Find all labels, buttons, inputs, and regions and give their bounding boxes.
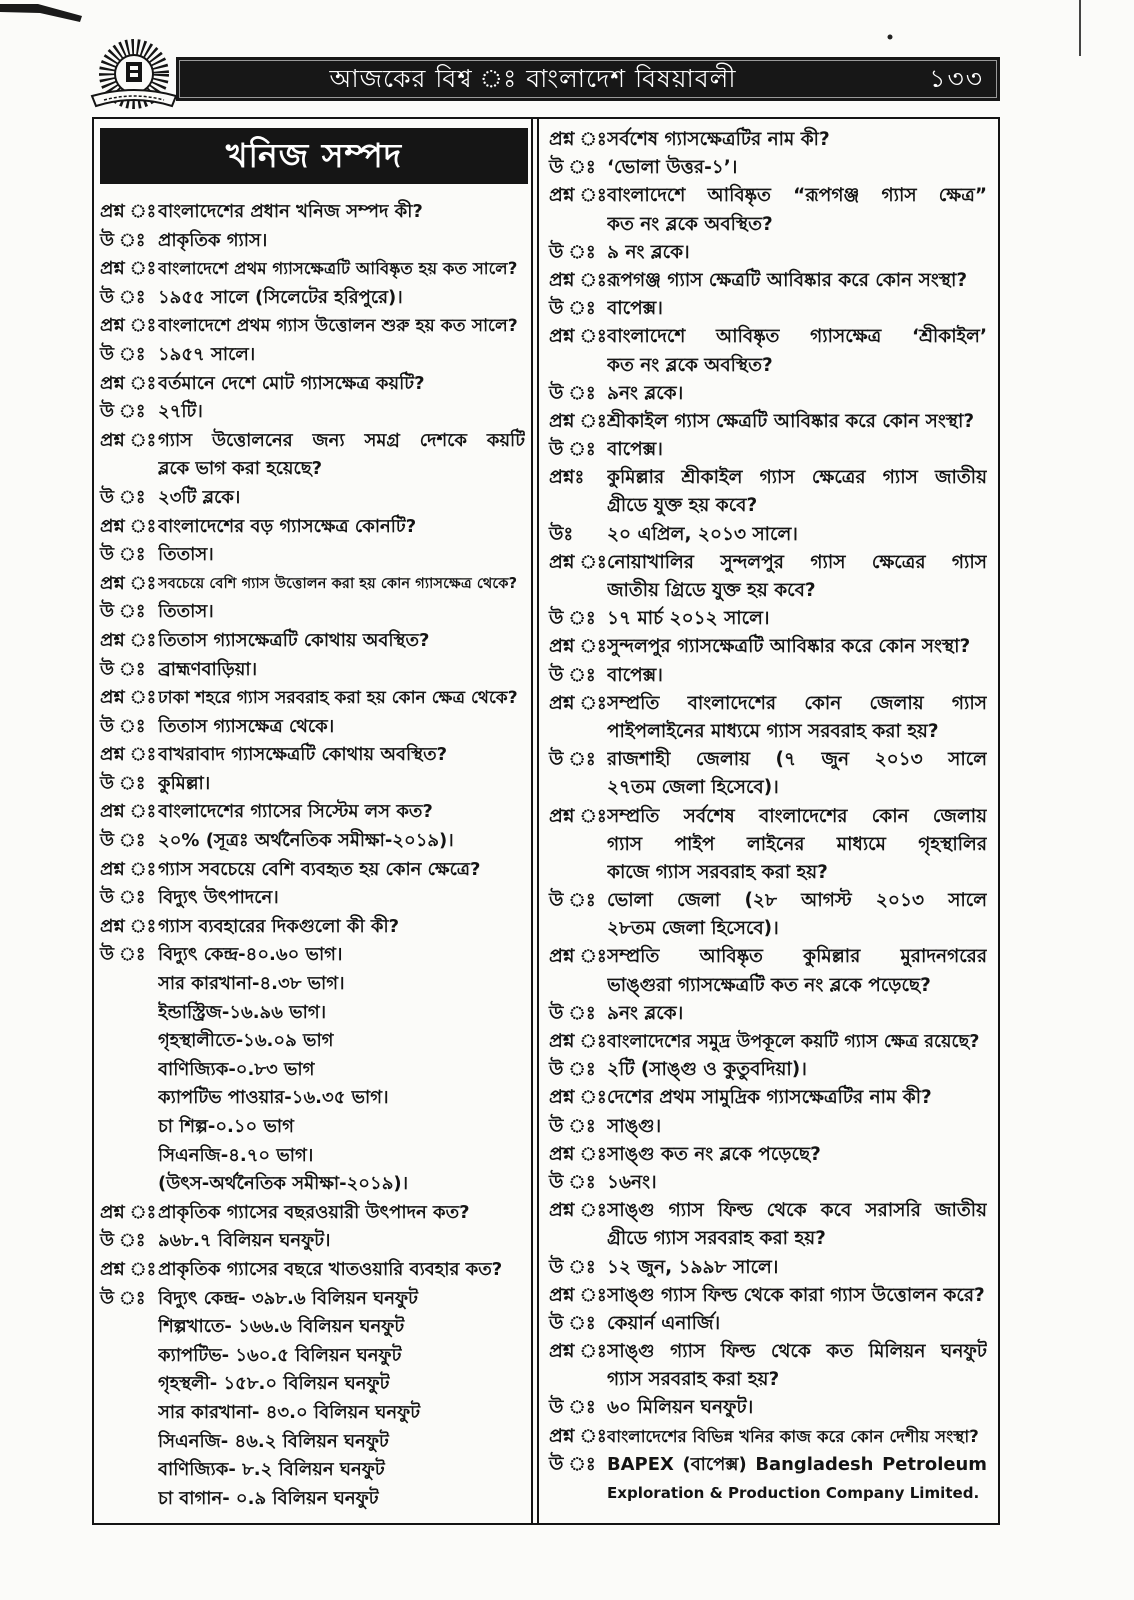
answer-text: বাপেক্স। [607, 298, 663, 320]
answer [549, 521, 987, 549]
answer-label: উ ঃ [100, 772, 146, 794]
answer-text: ১৭ মার্চ ২০১২ সালে। [607, 608, 770, 630]
question [100, 255, 525, 284]
answer-list-item: চা শিল্প-০.১০ ভাগ [158, 1116, 294, 1137]
question-text: বাংলাদেশের সমুদ্র উপকূলে কয়টি গ্যাস ক্ষেত্র রয়েছে? [607, 1032, 980, 1052]
question [549, 943, 987, 999]
answer-list-item: চা বাগান- ০.৯ বিলিয়ন ঘনফুট [158, 1487, 379, 1509]
question-text: কত নং ব্লকে অবস্থিত? [607, 354, 773, 376]
answer-label: উ ঃ [100, 1230, 146, 1252]
answer [100, 941, 525, 1198]
question-text: কাজে গ্যাস সরবরাহ করা হয়? [607, 861, 828, 883]
question-label: প্রশ্ন ঃ [549, 269, 607, 291]
answer [549, 887, 987, 943]
answer-list-item: গৃহস্থালীতে-১৬.০৯ ভাগ [158, 1030, 334, 1052]
question [100, 312, 525, 341]
question-text: বাখরাবাদ গ্যাসক্ষেত্রটি কোথায় অবস্থিত? [158, 744, 448, 766]
answer-label: উ ঃ [100, 486, 146, 508]
answer-label: উ ঃ [549, 1059, 596, 1081]
question [549, 408, 987, 436]
answer [549, 1310, 987, 1338]
question-label: প্রশ্ন ঃ [100, 515, 157, 537]
question-label: প্রশ্ন ঃ [100, 315, 157, 337]
question-label: প্রশ্নঃ [549, 467, 585, 489]
answer-list-item: সিএনজি-৪.৭০ ভাগ। [158, 1144, 314, 1166]
question [100, 1256, 525, 1285]
answer-list-item: বাণিজ্যিক- ৮.২ বিলিয়ন ঘনফুট [158, 1459, 385, 1481]
question-text: প্রাকৃতিক গ্যাসের বছরে খাতওয়ারি ব্যবহার কত? [158, 1258, 503, 1280]
question-text: বাংলাদেশে আবিষ্কৃত “রূপগঞ্জ গ্যাস ক্ষেত্র” [607, 185, 987, 207]
question-text: গ্রীডে যুক্ত হয় কবে? [607, 495, 758, 517]
answer-label: উ ঃ [549, 1397, 596, 1419]
question-label: প্রশ্ন ঃ [549, 805, 607, 827]
answer-label: উ ঃ [100, 658, 146, 680]
answer-text: বাপেক্স। [607, 439, 663, 461]
answer [549, 1113, 987, 1141]
question-label: প্রশ্ন ঃ [100, 372, 157, 394]
question-text: সাঙ্গু গ্যাস ফিল্ড থেকে কবে সরাসরি জাতীয় [607, 1200, 987, 1222]
question-text: গ্যাস সরবরাহ করা হয়? [607, 1369, 780, 1391]
question-label: প্রশ্ন ঃ [100, 572, 157, 594]
answer-text: সাঙ্গু। [607, 1115, 662, 1137]
answer-text: Exploration & Production Company Limited. [607, 1484, 980, 1502]
question-text: গ্যাস উত্তোলনের জন্য সমগ্র দেশকে কয়টি [158, 429, 525, 451]
answer [100, 227, 525, 256]
question-label: প্রশ্ন ঃ [549, 1284, 607, 1306]
answer [549, 380, 987, 408]
answer-list-item: ক্যাপটিভ- ১৬০.৫ বিলিয়ন ঘনফুট [158, 1344, 402, 1366]
question-label: প্রশ্ন ঃ [549, 185, 607, 207]
answer [549, 295, 987, 323]
column-divider [531, 117, 539, 1525]
question-text: ভাঙ্গুরা গ্যাসক্ষেত্রটি কত নং ব্লকে পড়েছে? [607, 974, 931, 996]
left-column [100, 198, 525, 1513]
question-text: সবচেয়ে বেশি গ্যাস উত্তোলন করা হয় কোন গ্যাসক্ষেত্র থেকে? [158, 574, 518, 592]
answer-list-item: (উৎস-অর্থনৈতিক সমীক্ষা-২০১৯)। [158, 1173, 409, 1195]
answer [549, 746, 987, 802]
question [549, 1028, 987, 1056]
answer [100, 398, 525, 427]
question-text: নোয়াখালির সুন্দলপুর গ্যাস ক্ষেত্রের গ্যাস [607, 551, 987, 573]
answer-label: উ ঃ [549, 241, 596, 263]
answer-label: উ ঃ [100, 830, 146, 852]
answer-text: ৯৬৮.৭ বিলিয়ন ঘনফুট। [158, 1230, 331, 1252]
answer-text: ৬০ মিলিয়ন ঘনফুট। [607, 1397, 754, 1419]
answer-text: ভোলা জেলা (২৮ আগস্ট ২০১৩ সালে [607, 890, 987, 912]
question-text: গ্যাস সবচেয়ে বেশি ব্যবহৃত হয় কোন ক্ষেত্রে? [158, 858, 481, 880]
question [549, 464, 987, 520]
answer [100, 284, 525, 313]
publisher-logo [86, 36, 182, 112]
answer-list-item: ক্যাপটিভ পাওয়ার-১৬.৩৫ ভাগ। [158, 1087, 389, 1109]
question-text: সম্প্রতি বাংলাদেশের কোন জেলায় গ্যাস [607, 692, 987, 714]
question-text: বাংলাদেশে প্রথম গ্যাসক্ষেত্রটি আবিষ্কৃত হয় কত সালে? [158, 259, 518, 279]
question-label: প্রশ্ন ঃ [549, 551, 607, 573]
question-label: প্রশ্ন ঃ [100, 858, 157, 880]
question-label: প্রশ্ন ঃ [100, 915, 157, 937]
answer-list-item: বাণিজ্যিক-০.৮৩ ভাগ [158, 1058, 315, 1080]
question [100, 741, 525, 770]
answer-text: ২৭টি। [158, 401, 203, 423]
question-label: প্রশ্ন ঃ [549, 1341, 607, 1363]
answer-list-item: বিদ্যুৎ কেন্দ্র- ৩৯৮.৬ বিলিয়ন ঘনফুট [158, 1287, 418, 1309]
answer-label: উ ঃ [549, 439, 596, 461]
answer-text: কেয়ার্ন এনার্জি। [607, 1312, 721, 1334]
answer-label: উ ঃ [549, 1312, 596, 1334]
question-label: প্রশ্ন ঃ [100, 201, 157, 222]
answer-text: তিতাস গ্যাসক্ষেত্র থেকে। [158, 715, 335, 737]
answer-text: ২০% (সূত্রঃ অর্থনৈতিক সমীক্ষা-২০১৯)। [158, 830, 454, 852]
question-label: প্রশ্ন ঃ [100, 258, 157, 280]
answer [100, 770, 525, 799]
answer [549, 1451, 987, 1507]
question-text: বাংলাদেশের গ্যাসের সিস্টেম লস কত? [158, 801, 433, 823]
answer-list-item: সিএনজি- ৪৬.২ বিলিয়ন ঘনফুট [158, 1430, 389, 1452]
answer-label: উ ঃ [549, 1453, 596, 1475]
question-text: ব্লকে ভাগ করা হয়েছে? [158, 458, 323, 480]
question-label: প্রশ্ন ঃ [549, 1425, 607, 1447]
answer-list-item: শিল্পখাতে- ১৬৬.৬ বিলিয়ন ঘনফুট [158, 1316, 405, 1338]
answer [549, 239, 987, 267]
answer [100, 484, 525, 513]
answer-text: তিতাস। [158, 601, 214, 623]
answer-label: উ ঃ [549, 664, 596, 686]
question-text: সম্প্রতি আবিষ্কৃত কুমিল্লার মুরাদনগরের [607, 946, 987, 968]
answer-label: উ ঃ [549, 608, 596, 630]
answer [100, 541, 525, 570]
question-text: তিতাস গ্যাসক্ষেত্রটি কোথায় অবস্থিত? [158, 629, 430, 651]
answer-label: উ ঃ [549, 890, 596, 912]
answer-label: উ ঃ [100, 229, 146, 251]
question-text: সম্প্রতি সর্বশেষ বাংলাদেশের কোন জেলায় [607, 805, 987, 827]
question [549, 126, 987, 154]
question-label: প্রশ্ন ঃ [549, 946, 607, 968]
question [100, 198, 525, 227]
question-text: বাংলাদেশের প্রধান খনিজ সম্পদ কী? [158, 201, 423, 222]
question [549, 323, 987, 379]
answer-list-item: ইন্ডাস্ট্রিজ-১৬.৯৬ ভাগ। [158, 1001, 327, 1023]
question [100, 798, 525, 827]
question-text: কত নং ব্লকে অবস্থিত? [607, 213, 773, 235]
answer-text: কুমিল্লা। [158, 772, 211, 794]
answer [549, 605, 987, 633]
running-header [176, 57, 1000, 101]
answer-label: উ ঃ [100, 715, 146, 737]
question-label: প্রশ্ন ঃ [549, 410, 607, 432]
answer-text: প্রাকৃতিক গ্যাস। [158, 229, 268, 251]
book-title: আজকের বিশ্ব ঃ বাংলাদেশ বিষয়াবলী [329, 64, 737, 93]
answer-label: উ ঃ [549, 1171, 596, 1193]
question-label: প্রশ্ন ঃ [549, 636, 607, 658]
question-text: বাংলাদেশে আবিষ্কৃত গ্যাসক্ষেত্র ‘শ্রীকাইল’ [607, 326, 987, 348]
answer-label: উ ঃ [549, 298, 596, 320]
question-text: রূপগঞ্জ গ্যাস ক্ষেত্রটি আবিষ্কার করে কোন সংস্থা? [607, 269, 968, 291]
answer [100, 656, 525, 685]
question-label: প্রশ্ন ঃ [100, 1201, 157, 1223]
question [549, 1282, 987, 1310]
answer-text: ৯নং ব্লকে। [607, 1002, 684, 1024]
answer-label: উ ঃ [100, 544, 146, 566]
answer-text: ২০ এপ্রিল, ২০১৩ সালে। [607, 523, 798, 545]
answer-label: উ ঃ [100, 343, 146, 365]
answer [100, 1227, 525, 1256]
answer-list-item: সার কারখানা- ৪৩.০ বিলিয়ন ঘনফুট [158, 1401, 421, 1423]
right-column [549, 126, 987, 1507]
question-text: শ্রীকাইল গ্যাস ক্ষেত্রটি আবিষ্কার করে কোন সংস্থা? [607, 410, 975, 432]
question-text: সুন্দলপুর গ্যাসক্ষেত্রটি আবিষ্কার করে কোন সংস্থা? [607, 636, 971, 658]
question-text: বর্তমানে দেশে মোট গ্যাসক্ষেত্র কয়টি? [158, 372, 425, 394]
answer-label: উ ঃ [100, 1287, 146, 1309]
question-text: সাঙ্গু কত নং ব্লকে পড়েছে? [607, 1143, 821, 1165]
question [100, 684, 525, 713]
question-text: বাংলাদেশে প্রথম গ্যাস উত্তোলন শুরু হয় কত সালে? [158, 316, 518, 337]
question-label: প্রশ্ন ঃ [100, 629, 157, 651]
question [549, 1423, 987, 1451]
answer [549, 1000, 987, 1028]
question [100, 370, 525, 399]
question-text: বাংলাদেশের বড় গ্যাসক্ষেত্র কোনটি? [158, 515, 417, 537]
answer-list-item: গৃহস্থলী- ১৫৮.০ বিলিয়ন ঘনফুট [158, 1373, 390, 1395]
question-text: সাঙ্গু গ্যাস ফিল্ড থেকে কারা গ্যাস উত্তোলন করে? [607, 1284, 985, 1306]
answer [100, 713, 525, 742]
question-text: বাংলাদেশের বিভিন্ন খনির কাজ করে কোন দেশীয় সংস্থা? [607, 1426, 979, 1446]
question [100, 427, 525, 484]
question-text: দেশের প্রথম সামুদ্রিক গ্যাসক্ষেত্রটির নাম কী? [607, 1087, 932, 1109]
answer [549, 436, 987, 464]
answer-text: ২৩টি ব্লকে। [158, 486, 241, 508]
question-label: প্রশ্ন ঃ [549, 1200, 607, 1222]
answer-text: ২টি (সাঙ্গু ও কুতুবদিয়া)। [607, 1059, 807, 1081]
answer [549, 1254, 987, 1282]
answer-label: উ ঃ [100, 601, 146, 623]
question-text: গ্যাস ব্যবহারের দিকগুলো কী কী? [158, 915, 400, 937]
answer [100, 598, 525, 627]
question-text: প্রাকৃতিক গ্যাসের বছরওয়ারী উৎপাদন কত? [158, 1201, 470, 1223]
question-label: প্রশ্ন ঃ [549, 129, 607, 150]
question-label: প্রশ্ন ঃ [100, 1258, 157, 1280]
answer [100, 827, 525, 856]
answer-text: ব্রাহ্মণবাড়িয়া। [158, 658, 258, 680]
question [549, 182, 987, 238]
question-text: ঢাকা শহরে গ্যাস সরবরাহ করা হয় কোন ক্ষেত্র থেকে? [158, 688, 518, 709]
question [549, 267, 987, 295]
question-label: প্রশ্ন ঃ [100, 801, 157, 823]
question-label: প্রশ্ন ঃ [549, 1031, 607, 1052]
answer-label: উ ঃ [100, 401, 146, 423]
answer-text: বিদ্যুৎ উৎপাদনে। [158, 887, 279, 909]
answer-label: উ ঃ [100, 944, 146, 966]
answer-label: উ ঃ [100, 286, 146, 308]
answer [549, 154, 987, 182]
question-text: গ্রীডে গ্যাস সরবরাহ করা হয়? [607, 1228, 826, 1250]
question [549, 1084, 987, 1112]
question-text: গ্যাস পাইপ লাইনের মাধ্যমে গৃহস্থালির [607, 833, 987, 855]
question [100, 856, 525, 885]
answer [100, 1285, 525, 1514]
question-text: কুমিল্লার শ্রীকাইল গ্যাস ক্ষেত্রের গ্যাস জাতীয় [607, 467, 987, 489]
answer-label: উ ঃ [549, 1115, 596, 1137]
answer [549, 1056, 987, 1084]
answer-list-item: বিদ্যুৎ কেন্দ্র-৪০.৬০ ভাগ। [158, 944, 343, 966]
question [100, 513, 525, 542]
page-number: ১৩৩ [929, 64, 984, 93]
question [100, 627, 525, 656]
answer-text: ১৬নং। [607, 1171, 657, 1193]
question [549, 1197, 987, 1253]
answer-label: উঃ [549, 523, 574, 545]
answer-text: ৯ নং ব্লকে। [607, 241, 690, 263]
question-text: সর্বশেষ গ্যাসক্ষেত্রটির নাম কী? [607, 129, 830, 150]
question [549, 803, 987, 888]
question-text: পাইপলাইনের মাধ্যমে গ্যাস সরবরাহ করা হয়? [607, 720, 939, 742]
question [100, 570, 525, 599]
question [549, 1141, 987, 1169]
answer-label: উ ঃ [549, 1256, 596, 1278]
answer-label: উ ঃ [549, 157, 596, 179]
question [549, 549, 987, 605]
answer [100, 341, 525, 370]
answer-text: ২৭তম জেলা হিসেবে)। [607, 777, 779, 799]
section-title: খনিজ সম্পদ [100, 128, 528, 184]
question [549, 1338, 987, 1394]
answer [549, 1394, 987, 1422]
answer-label: উ ঃ [100, 887, 146, 909]
answer [100, 884, 525, 913]
answer-label: উ ঃ [549, 1002, 596, 1024]
answer-text: ১৯৫৭ সালে। [158, 343, 256, 365]
question-label: প্রশ্ন ঃ [549, 692, 607, 714]
answer-text: ১২ জুন, ১৯৯৮ সালে। [607, 1256, 779, 1278]
question-text: জাতীয় গ্রিডে যুক্ত হয় কবে? [607, 580, 816, 601]
answer-text: রাজশাহী জেলায় (৭ জুন ২০১৩ সালে [607, 749, 987, 771]
question-label: প্রশ্ন ঃ [549, 1143, 607, 1165]
question [549, 690, 987, 746]
answer-text: ২৮তম জেলা হিসেবে)। [607, 918, 779, 940]
answer-text: ৯নং ব্লকে। [607, 382, 684, 404]
answer-label: উ ঃ [549, 749, 596, 771]
answer [549, 1169, 987, 1197]
answer-text: তিতাস। [158, 544, 214, 566]
answer-text: বাপেক্স। [607, 664, 663, 686]
question-label: প্রশ্ন ঃ [100, 429, 157, 451]
question [100, 1199, 525, 1228]
question-label: প্রশ্ন ঃ [549, 1087, 607, 1109]
answer-text: ১৯৫৫ সালে (সিলেটের হরিপুরে)। [158, 286, 403, 308]
question-label: প্রশ্ন ঃ [100, 744, 157, 766]
question-text: সাঙ্গু গ্যাস ফিল্ড থেকে কত মিলিয়ন ঘনফুট [607, 1341, 987, 1363]
answer-text: ‘ভোলা উত্তর-১’। [607, 157, 738, 179]
answer-label: উ ঃ [549, 382, 596, 404]
question [549, 633, 987, 661]
question [100, 913, 525, 942]
answer-text: BAPEX (বাপেক্স) Bangladesh Petroleum [607, 1453, 987, 1475]
question-label: প্রশ্ন ঃ [100, 687, 157, 709]
answer [549, 662, 987, 690]
question-label: প্রশ্ন ঃ [549, 326, 607, 348]
answer-list-item: সার কারখানা-৪.৩৮ ভাগ। [158, 973, 345, 995]
